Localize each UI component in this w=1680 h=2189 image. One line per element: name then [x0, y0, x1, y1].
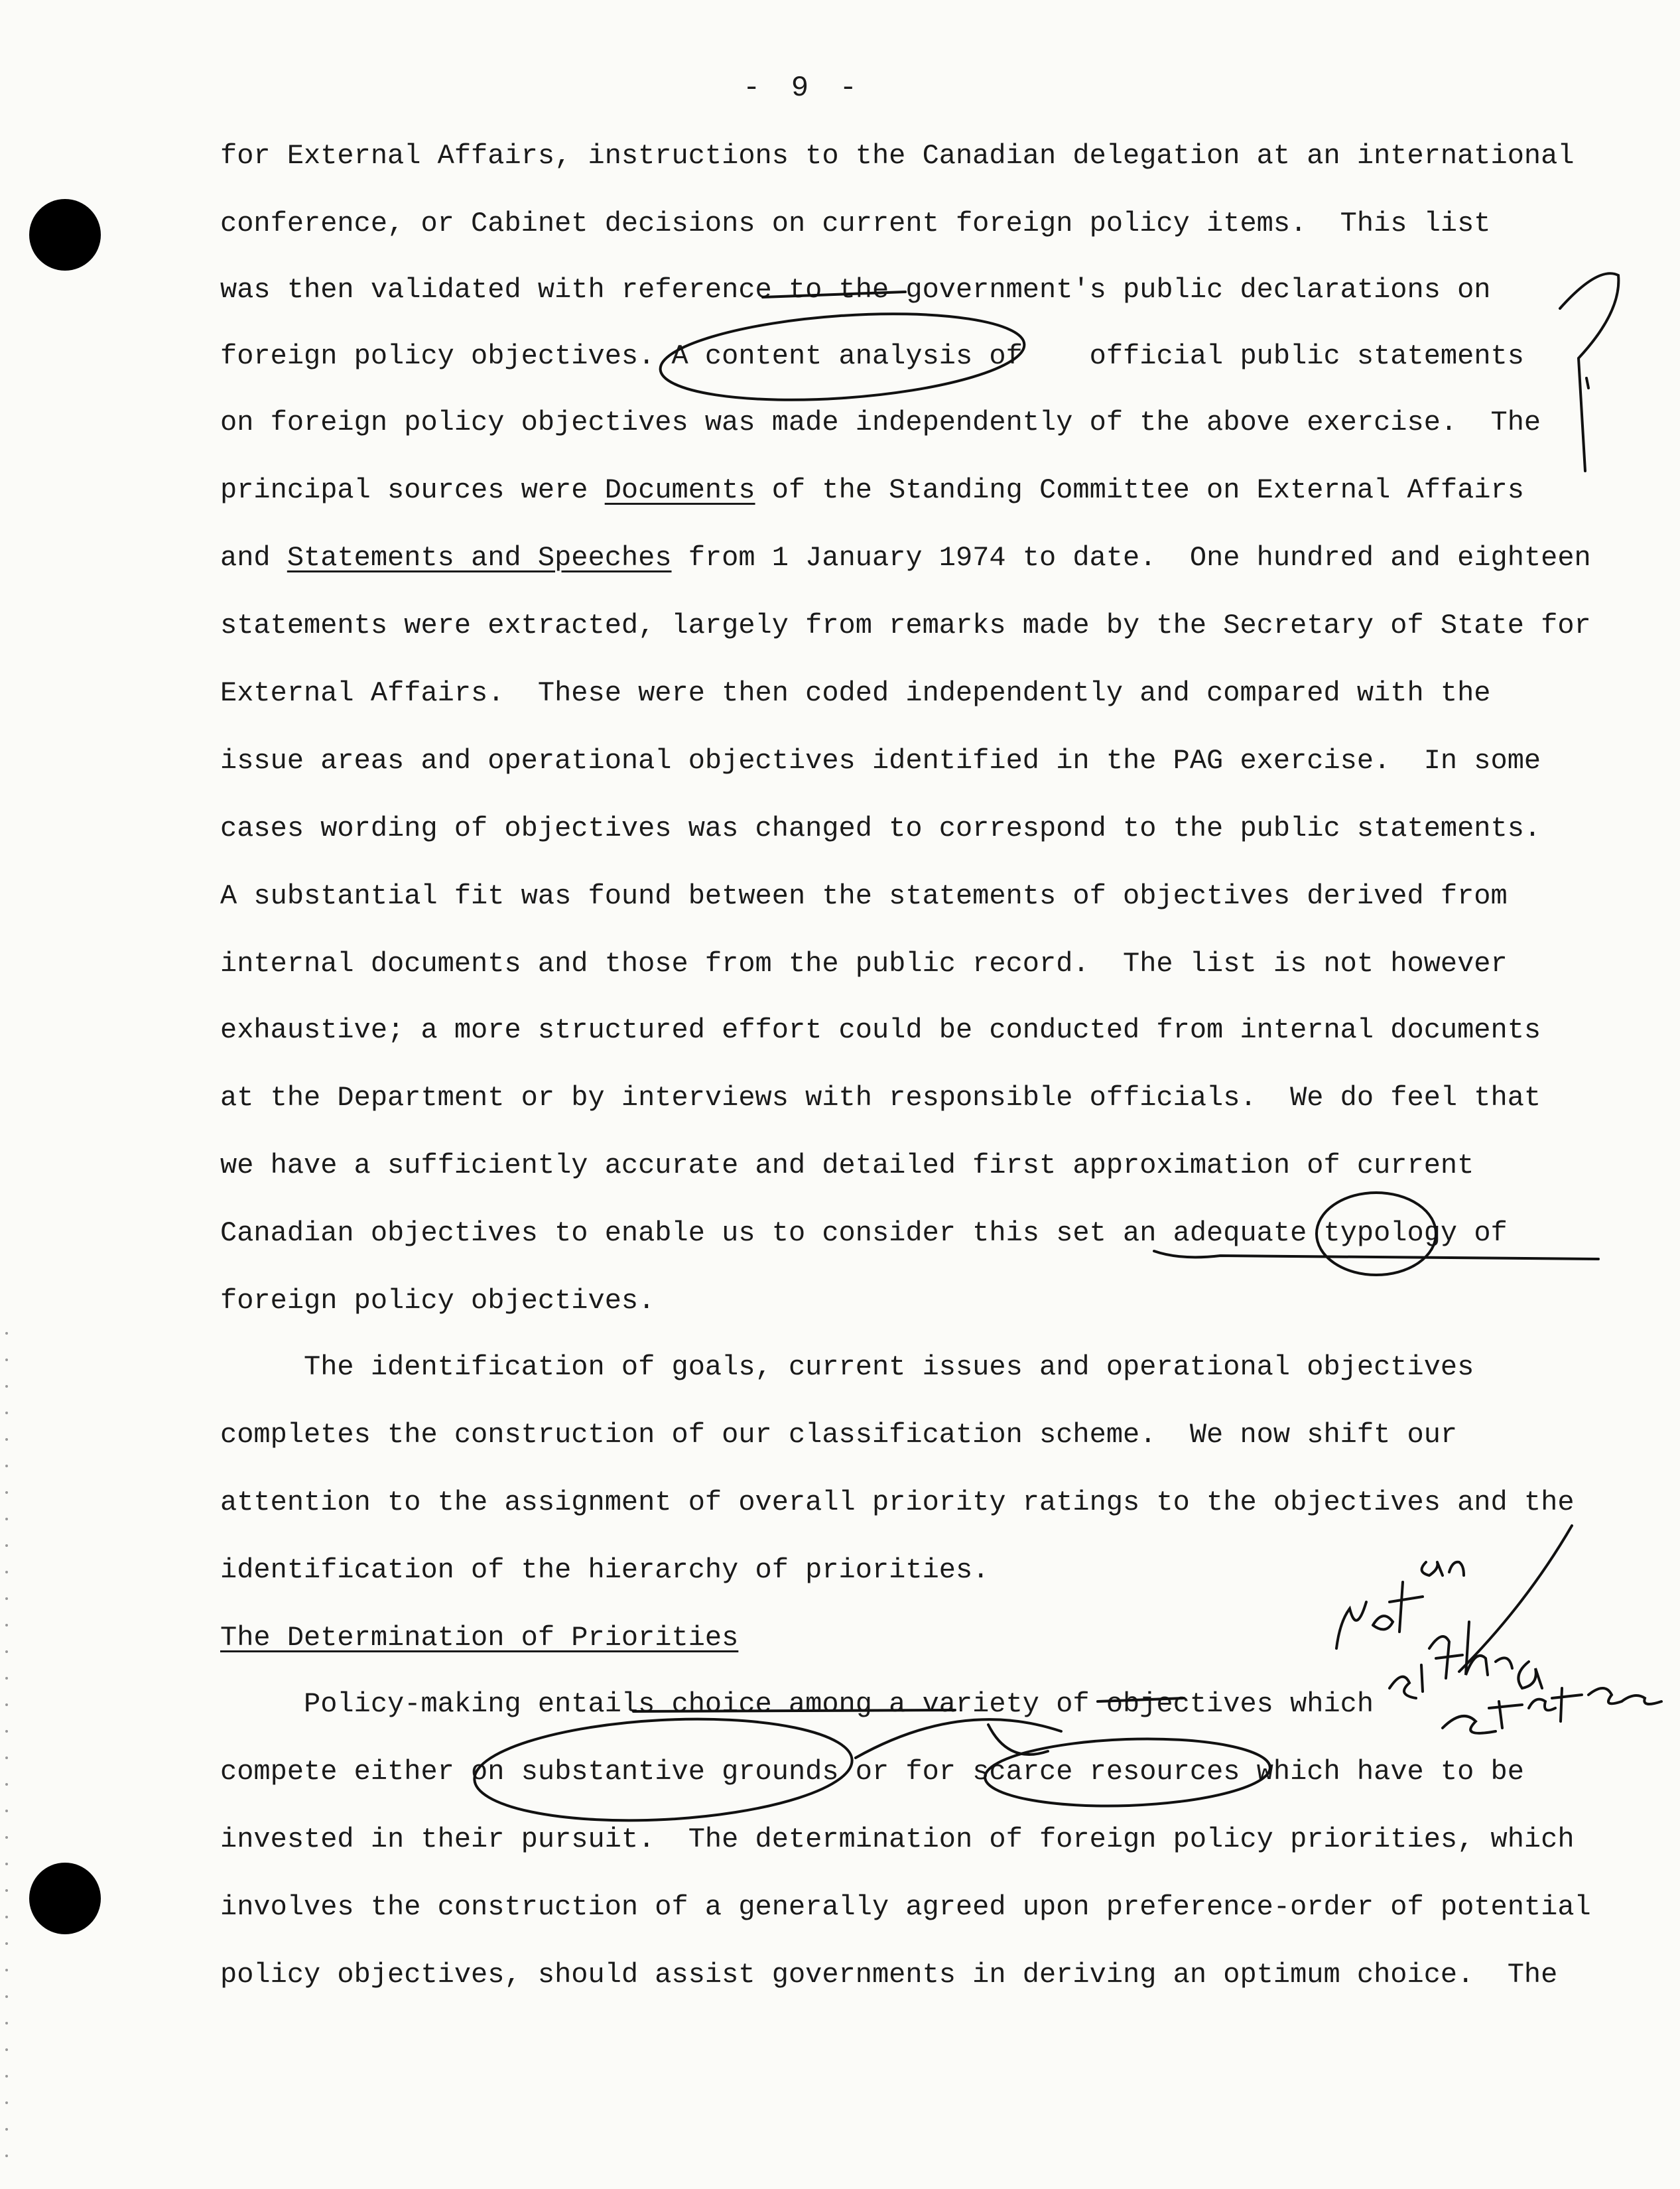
- text-line: A substantial fit was found between the statements of objectives derived from: [220, 880, 1508, 912]
- text-line: foreign policy objectives. A content analysis of official public statements: [220, 340, 1524, 372]
- text-line: was then validated with reference to the government's public declarations on: [220, 274, 1491, 306]
- text-line: policy objectives, should assist governments in deriving an optimum choice. The: [220, 1959, 1558, 1991]
- underlined-title: Documents: [604, 474, 755, 506]
- circle-content-analysis: [657, 303, 1027, 411]
- text-line: completes the construction of our classification scheme. We now shift our: [220, 1419, 1458, 1451]
- circle-typology: [1317, 1193, 1436, 1275]
- circled-phrase: scarce resources: [972, 1756, 1240, 1788]
- text-line: issue areas and operational objectives identified in the PAG exercise. In some: [220, 745, 1541, 777]
- section-heading: The Determination of Priorities: [220, 1622, 739, 1654]
- page-number: - 9 -: [743, 72, 864, 105]
- text-line: exhaustive; a more structured effort could be conducted from internal documents: [220, 1014, 1541, 1046]
- question-mark: [1560, 273, 1618, 471]
- text-line: internal documents and those from the public record. The list is not however: [220, 948, 1508, 980]
- text-line: conference, or Cabinet decisions on current foreign policy items. This list: [220, 208, 1491, 239]
- handwritten-note: [1310, 1509, 1680, 1748]
- text-line: at the Department or by interviews with responsible officials. We do feel that: [220, 1082, 1541, 1114]
- text-line: and Statements and Speeches from 1 January 1974 to date. One hundred and eighteen: [220, 542, 1591, 574]
- text-line: identification of the hierarchy of priorities.: [220, 1554, 990, 1586]
- circled-phrase: substantive grounds: [521, 1756, 839, 1788]
- text-line: cases wording of objectives was changed to correspond to the public statements.: [220, 813, 1541, 844]
- text-line: for External Affairs, instructions to the Canadian delegation at an international: [220, 140, 1575, 172]
- text-line: compete either on substantive grounds or for scarce resources which have to be: [220, 1756, 1524, 1788]
- underline-adequate-typology: [1154, 1251, 1598, 1259]
- edge-perforation: [0, 1327, 13, 2189]
- text-line: foreign policy objectives.: [220, 1285, 655, 1317]
- text-line: Policy-making entails choice among a variety of objectives which: [220, 1688, 1374, 1720]
- text-line: we have a sufficiently accurate and detailed first approximation of current: [220, 1150, 1474, 1181]
- text-line: principal sources were Documents of the Standing Committee on External Affairs: [220, 474, 1524, 506]
- underlined-title: Statements and Speeches: [287, 542, 672, 574]
- text-line: The identification of goals, current issues and operational objectives: [220, 1351, 1474, 1383]
- strike-through-mark: [763, 292, 905, 297]
- circled-phrase: A content analysis: [671, 340, 973, 372]
- text-line: involves the construction of a generally agreed upon preference-order of potential: [220, 1891, 1591, 1923]
- text-line: statements were extracted, largely from remarks made by the Secretary of State for: [220, 610, 1591, 641]
- text-line: on foreign policy objectives was made independently of the above exercise. The: [220, 407, 1541, 438]
- text-line: External Affairs. These were then coded independently and compared with the: [220, 677, 1491, 709]
- circle-scarce-resources: [984, 1735, 1271, 1811]
- text-line: Canadian objectives to enable us to consider this set an adequate typology of: [220, 1217, 1508, 1249]
- circle-substantive-grounds: [472, 1710, 854, 1829]
- text-line: invested in their pursuit. The determination of foreign policy priorities, which: [220, 1824, 1575, 1855]
- text-line: attention to the assignment of overall priority ratings to the objectives and the: [220, 1487, 1575, 1518]
- circled-word: typology: [1323, 1217, 1458, 1249]
